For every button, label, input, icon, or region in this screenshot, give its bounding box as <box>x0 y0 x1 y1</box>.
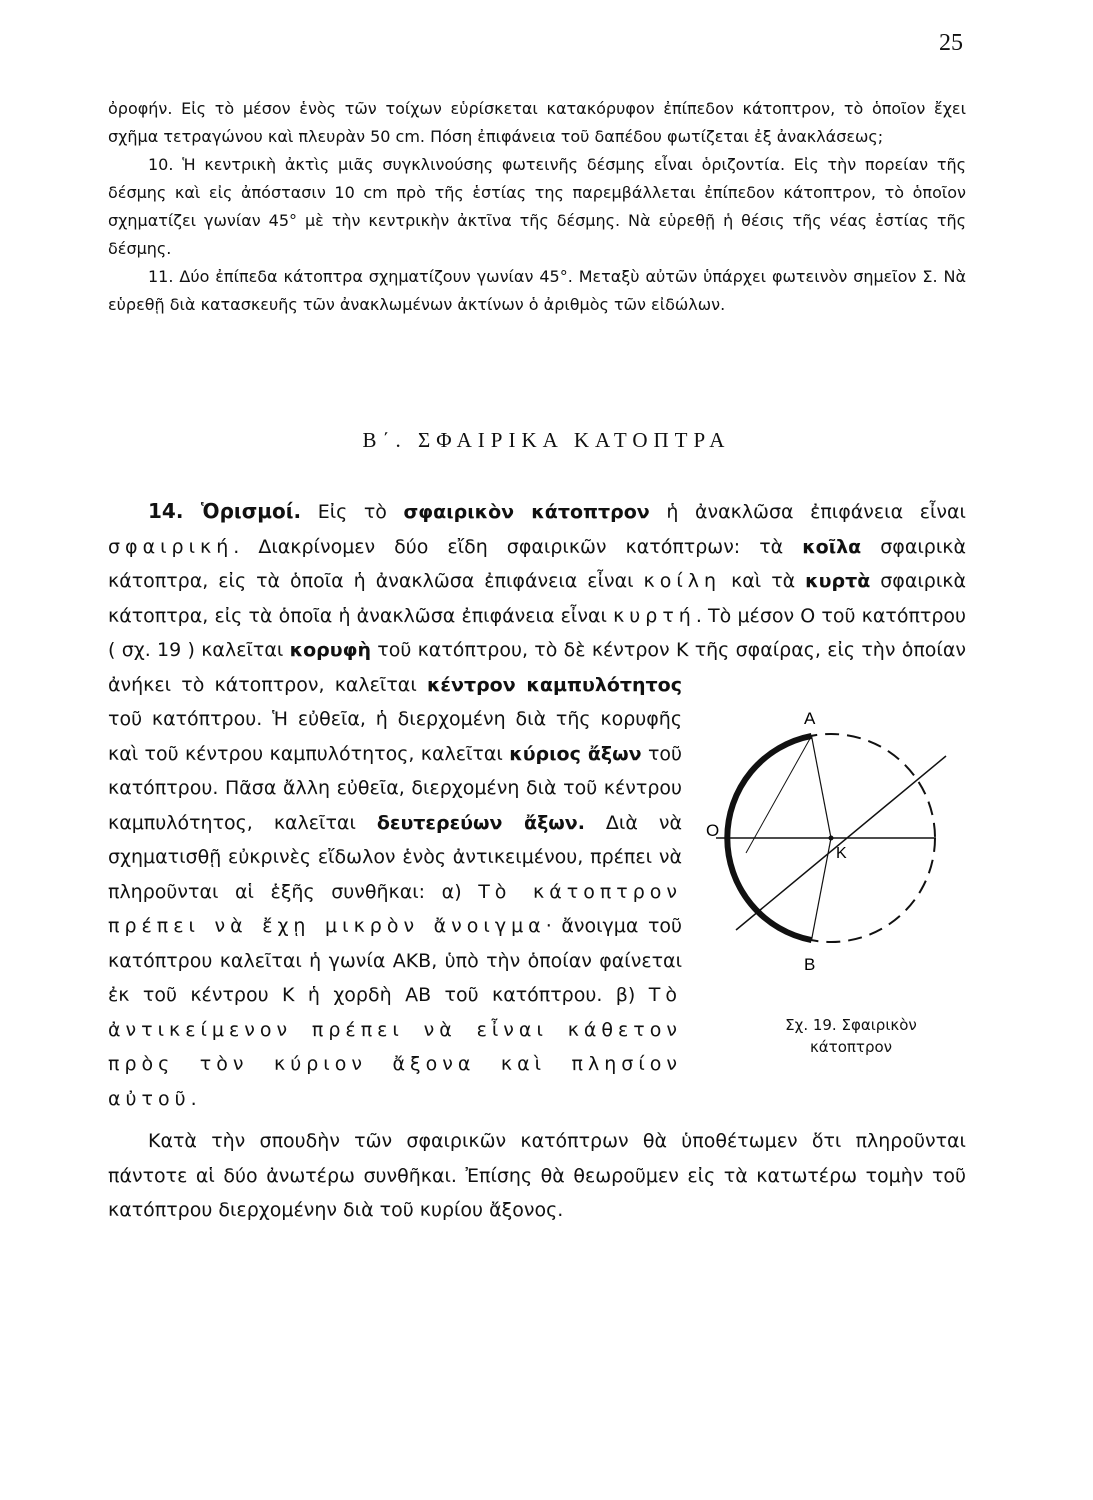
radius-ka <box>812 735 832 837</box>
center-point <box>829 835 834 840</box>
exercise-10: 10. Ἡ κεντρικὴ ἀκτὶς μιᾶς συγκλινούσης φωτεινῆς δέσμης εἶναι ὁριζοντία. Εἰς τὴν πορείαν τῆς δέσμης καὶ εἰς ἀπόστασιν 10 cm πρὸ τῆς ἑστίας της παρεμβάλλεται ἐπίπεδον κάτοπτρον, τὸ ὁποῖον σχηματίζει γωνίαν 45° μὲ τὴν κεντρικὴν ἀκτῖνα τῆς δέσμης. Νὰ εὑρεθῇ ἡ θέσις τῆς νέας ἑστίας τῆς δέσμης. <box>108 155 966 258</box>
term-principal-axis: κύριος ἄξων <box>509 742 642 765</box>
figure-caption <box>696 1014 966 1058</box>
label-b: B <box>804 954 816 974</box>
definitions-heading: 14. Ὁρισμοί. <box>148 499 302 523</box>
secondary-axis <box>736 756 946 930</box>
ray-line <box>746 735 812 852</box>
condition-a: Τὸ κάτοπτρον πρέπει νὰ ἔχῃ μικρὸν ἄνοιγμα <box>108 880 682 937</box>
text-run: καὶ τὰ <box>721 570 806 592</box>
label-o: O <box>706 820 720 840</box>
text-run: Εἰς τὸ <box>301 501 404 523</box>
text-run: τοῦ κατόπτρου. Πᾶσα ἄλλη εὐθεῖα, διερχομένη διὰ τοῦ κέντρου καμπυλότητος, καλεῖται <box>108 742 682 834</box>
exercises-block <box>108 95 966 319</box>
spaced-convex: κυρτή <box>613 604 696 627</box>
term-center-of-curvature: κέντρον καμπυλότητος <box>426 673 682 696</box>
definitions-block <box>108 494 966 1228</box>
term-spherical-mirror: σφαιρικὸν κάτοπτρον <box>403 501 650 523</box>
closing-paragraph: Κατὰ τὴν σπουδὴν τῶν σφαιρικῶν κατόπτρων θὰ ὑποθέτωμεν ὅτι πληροῦνται πάντοτε αἱ δύο ἀνωτέρω συνθῆκαι. Ἐπίσης θὰ θεωροῦμεν εἰς τὰ κατωτέρω τομὴν τοῦ κατόπτρου διερχομένην διὰ τοῦ κυρίου ἄξονος. <box>108 1130 966 1221</box>
term-secondary-axis: δευτερεύων ἄξων. <box>376 811 585 834</box>
caption-line-2: κάτοπτρον <box>809 1037 893 1056</box>
text-run: τοῦ κατόπτρου. Ἡ εὐθεῖα, ἡ διερχομένη διὰ τῆς κορυφῆς καὶ τοῦ κέντρου καμπυλότητος, καλεῖται <box>108 708 682 765</box>
text-run: ἡ ἀνακλῶσα ἐπιφάνεια εἶναι <box>649 501 966 523</box>
figure-19 <box>696 668 966 1063</box>
text-run: · ἄνοιγμα τοῦ κατόπτρου καλεῖται ἡ γωνία ΑΚΒ, ὑπὸ τὴν ὁποίαν φαίνεται ἐκ τοῦ κέντρου Κ ἡ χορδὴ ΑΒ τοῦ κατόπτρου. β) <box>108 915 682 1006</box>
text-run: σφαιρικὰ κάτοπτρα, εἰς τὰ ὁποῖα ἡ ἀνακλῶσα ἐπιφάνεια εἶναι <box>108 570 967 627</box>
term-vertex: κορυφὴ <box>289 639 371 661</box>
page-number: 25 <box>939 30 963 56</box>
term-concave: κοῖλα <box>802 535 862 558</box>
condition-b: Τὸ ἀντικείμενον πρέπει νὰ εἶναι κάθετον πρὸς τὸν κύριον ἄξονα καὶ πλησίον αὐτοῦ <box>108 984 682 1110</box>
exercise-11: 11. Δύο ἐπίπεδα κάτοπτρα σχηματίζουν γωνίαν 45°. Μεταξὺ αὐτῶν ὑπάρχει φωτεινὸν σημεῖον Σ. Νὰ εὑρεθῇ διὰ κατασκευῆς τῶν ἀνακλωμένων ἀκτίνων ὁ ἀριθμὸς τῶν εἰδώλων. <box>108 267 966 314</box>
label-a: A <box>804 708 816 728</box>
text-run: σφαιρικὰ κάτοπτρα, εἰς τὰ ὁποῖα ἡ ἀνακλῶσα ἐπιφάνεια εἶναι <box>108 535 966 592</box>
spherical-mirror-diagram <box>696 668 966 1008</box>
caption-line-1: Σχ. 19. Σφαιρικὸν <box>785 1015 917 1034</box>
section-title: Β΄. ΣΦΑΙΡΙΚΑ ΚΑΤΟΠΤΡΑ <box>362 428 731 452</box>
definitions-paragraph <box>108 494 966 1116</box>
text-run: . Διακρίνομεν δύο εἴδη σφαιρικῶν κατόπτρων: τὰ <box>233 535 803 558</box>
spaced-spherical: σφαιρική <box>108 535 234 558</box>
text-run: . Τὸ μέσον Ο τοῦ κατόπτρου ( σχ. 19 ) καλεῖται <box>108 604 967 661</box>
term-convex: κυρτὰ <box>805 570 871 592</box>
radius-kb <box>812 838 832 940</box>
exercise-9-continuation: ὀροφήν. Εἰς τὸ μέσον ἑνὸς τῶν τοίχων εὑρίσκεται κατακόρυφον ἐπίπεδον κάτοπτρον, τὸ ὁποῖον ἔχει σχῆμα τετραγώνου καὶ πλευρὰν 50 cm. Πόση ἐπιφάνεια τοῦ δαπέδου φωτίζεται ἐξ ἀνακλάσεως; <box>108 99 966 146</box>
label-k: K <box>836 844 847 862</box>
text-run: τοῦ κατόπτρου, τὸ δὲ κέντρον Κ τῆς σφαίρας, εἰς τὴν ὁποίαν ἀνήκει τὸ κάτοπτρον, καλεῖται <box>108 639 966 696</box>
text-run: . <box>190 1087 197 1110</box>
text-run: Διὰ νὰ σχηματισθῇ εὐκρινὲς εἴδωλον ἑνὸς ἀντικειμένου, πρέπει νὰ πληροῦνται αἱ ἑξῆς συνθῆκαι: α) <box>108 811 682 903</box>
spaced-concave: κοίλη <box>643 570 722 592</box>
